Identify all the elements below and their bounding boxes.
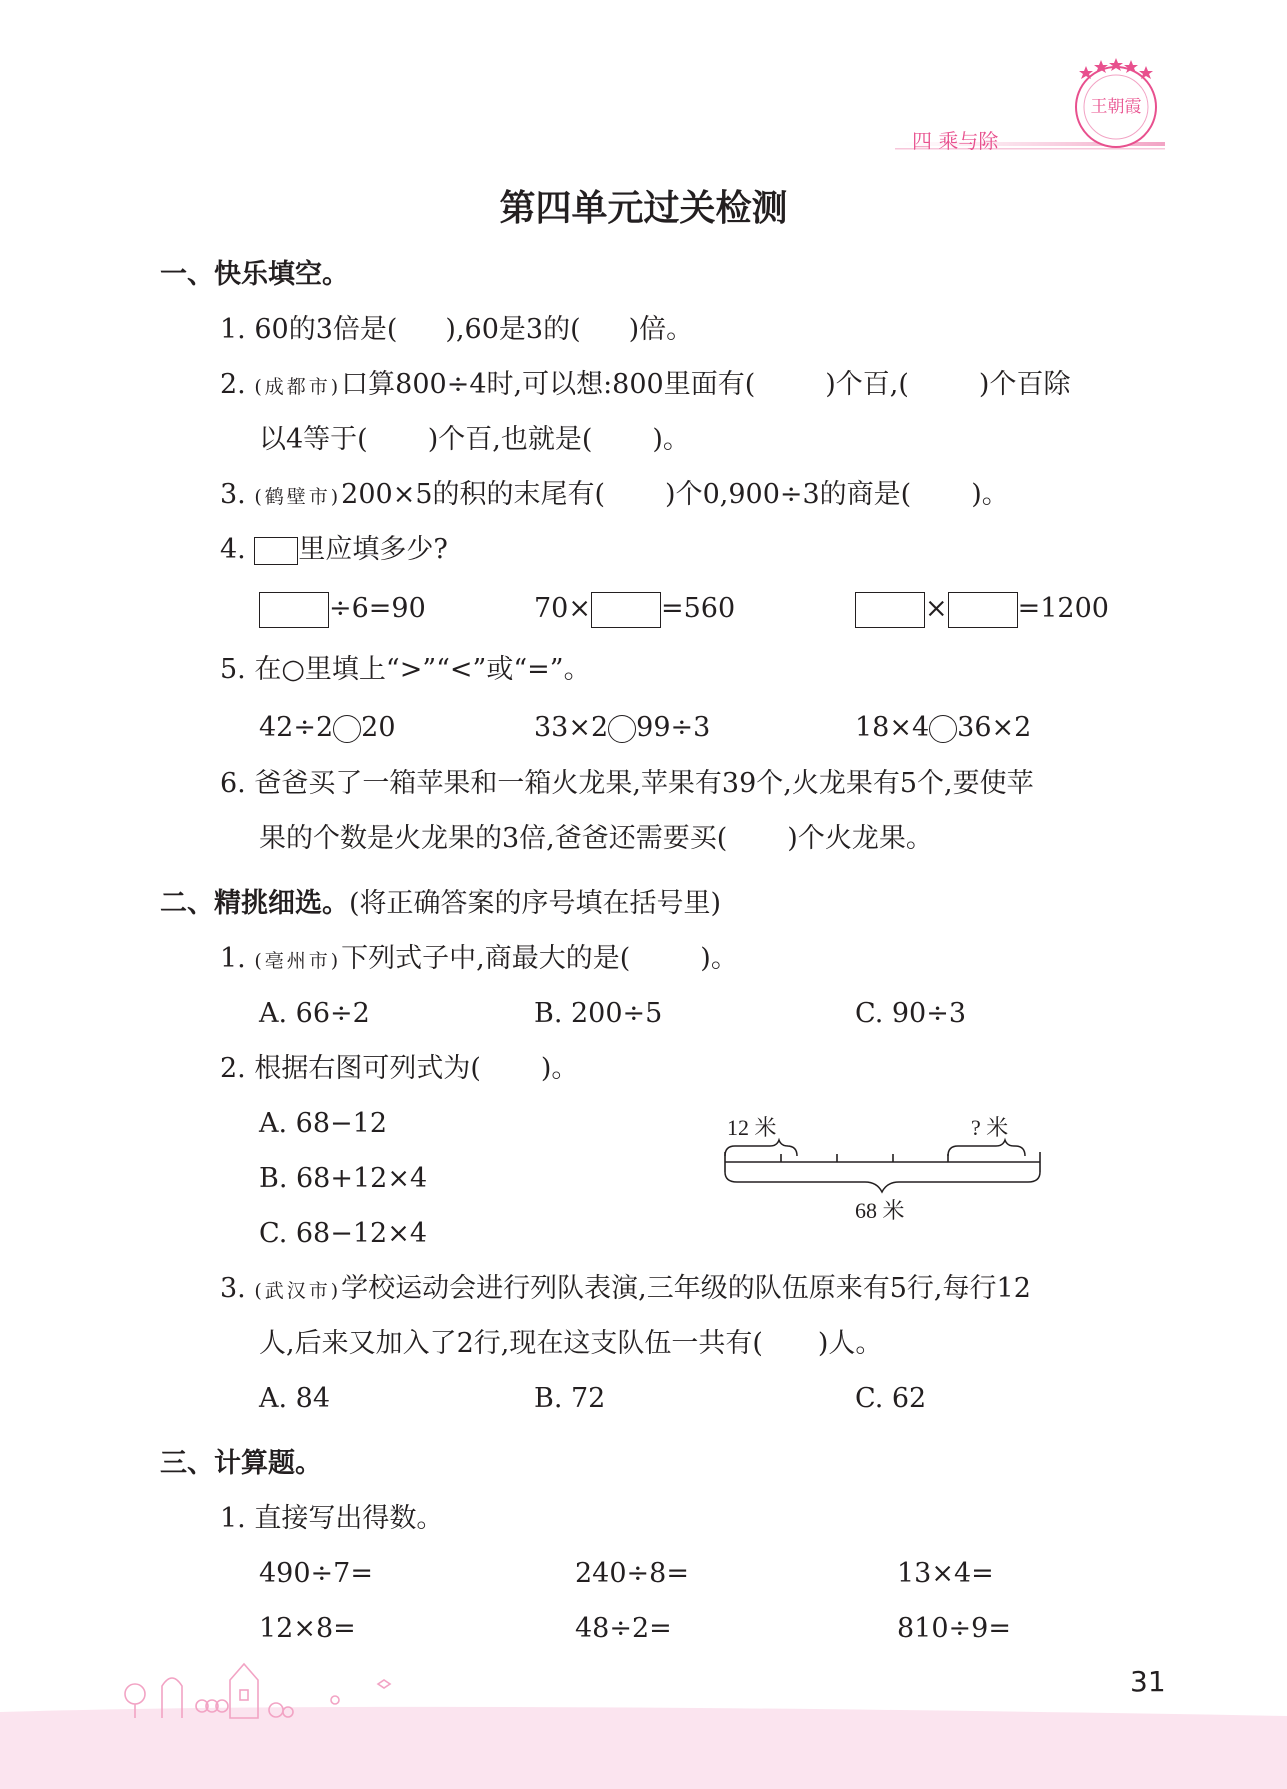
calc-item: 48÷2=	[575, 1613, 672, 1644]
s2-question-1: 1. (亳州市)下列式子中,商最大的是( )。	[220, 943, 738, 974]
s1-q5-expr-3: 18×4 36×2	[855, 712, 1032, 743]
s3-question-1: 1. 直接写出得数。	[220, 1503, 444, 1534]
calc-item: 490÷7=	[259, 1558, 373, 1589]
diagram-left-label: 12 米	[727, 1115, 777, 1140]
section-1-heading: 一、快乐填空。	[160, 259, 349, 290]
svg-text:王朝霞: 王朝霞	[1090, 97, 1142, 117]
calc-item: 810÷9=	[897, 1613, 1011, 1644]
total-brace	[725, 1172, 1040, 1192]
s1-question-4: 4. 里应填多少?	[220, 534, 448, 565]
s2-question-3-line-2: 人,后来又加入了2行,现在这支队伍一共有( )人。	[259, 1328, 883, 1359]
calc-item: 12×8=	[259, 1613, 356, 1644]
s2-q1-option-c: C. 90÷3	[855, 998, 967, 1029]
answer-box[interactable]	[948, 592, 1018, 628]
s1-question-6-line-2: 果的个数是火龙果的3倍,爸爸还需要买( )个火龙果。	[259, 823, 933, 854]
s2-q1-option-a: A. 66÷2	[259, 998, 370, 1029]
s2-question-3: 3. (武汉市)学校运动会进行列队表演,三年级的队伍原来有5行,每行12	[220, 1273, 1031, 1304]
s2-q3-option-c: C. 62	[855, 1383, 927, 1414]
page-title: 第四单元过关检测	[499, 188, 788, 229]
stamp-logo	[1076, 58, 1156, 147]
calc-item: 13×4=	[897, 1558, 994, 1589]
right-brace	[948, 1140, 1025, 1156]
left-brace	[725, 1140, 797, 1156]
s2-question-2: 2. 根据右图可列式为( )。	[220, 1053, 579, 1084]
s2-q3-option-a: A. 84	[259, 1383, 331, 1414]
compare-circle[interactable]	[608, 715, 636, 743]
page-number: 31	[1130, 1665, 1166, 1698]
s2-q2-option-c: C. 68−12×4	[259, 1218, 427, 1249]
header-decoration	[0, 0, 1287, 170]
s1-question-5: 5. 在○里填上“>”“<”或“=”。	[220, 654, 591, 685]
segment-diagram	[715, 1110, 1055, 1230]
section-2-heading: 二、精挑细选。(将正确答案的序号填在括号里)	[160, 888, 722, 919]
compare-circle[interactable]	[929, 715, 957, 743]
s1-question-6: 6. 爸爸买了一箱苹果和一箱火龙果,苹果有39个,火龙果有5个,要使苹	[220, 768, 1034, 799]
s1-question-3: 3. (鹤壁市)200×5的积的末尾有( )个0,900÷3的商是( )。	[220, 479, 1009, 510]
s2-q1-option-b: B. 200÷5	[534, 998, 663, 1029]
diagram-right-label: ? 米	[971, 1115, 1009, 1140]
s1-q5-expr-2: 33×2 99÷3	[534, 712, 711, 743]
s2-q2-option-b: B. 68+12×4	[259, 1163, 428, 1194]
s1-question-2-line-2: 以4等于( )个百,也就是( )。	[259, 424, 690, 455]
s1-q5-expr-1: 42÷2 20	[259, 712, 396, 743]
diagram-total-label: 68 米	[855, 1198, 905, 1223]
chapter-label: 四 乘与除	[912, 129, 999, 153]
s1-q4-expr-2: 70× =560	[534, 591, 735, 628]
s1-question-2: 2. (成都市)口算800÷4时,可以想:800里面有( )个百,( )个百除	[220, 369, 1071, 400]
footer-band	[0, 1707, 1287, 1789]
s2-q2-option-a: A. 68−12	[259, 1108, 387, 1139]
section-3-heading: 三、计算题。	[160, 1448, 322, 1479]
answer-box[interactable]	[259, 592, 329, 628]
s2-q3-option-b: B. 72	[534, 1383, 606, 1414]
s1-question-1: 1. 60的3倍是( ),60是3的( )倍。	[220, 314, 694, 345]
s1-q4-expr-3: × =1200	[855, 591, 1109, 628]
answer-box-icon	[254, 537, 298, 565]
footer-decoration	[0, 1640, 1287, 1789]
s1-q4-expr-1: ÷6=90	[259, 591, 426, 628]
calc-item: 240÷8=	[575, 1558, 689, 1589]
answer-box[interactable]	[591, 592, 661, 628]
compare-circle[interactable]	[333, 715, 361, 743]
answer-box[interactable]	[855, 592, 925, 628]
